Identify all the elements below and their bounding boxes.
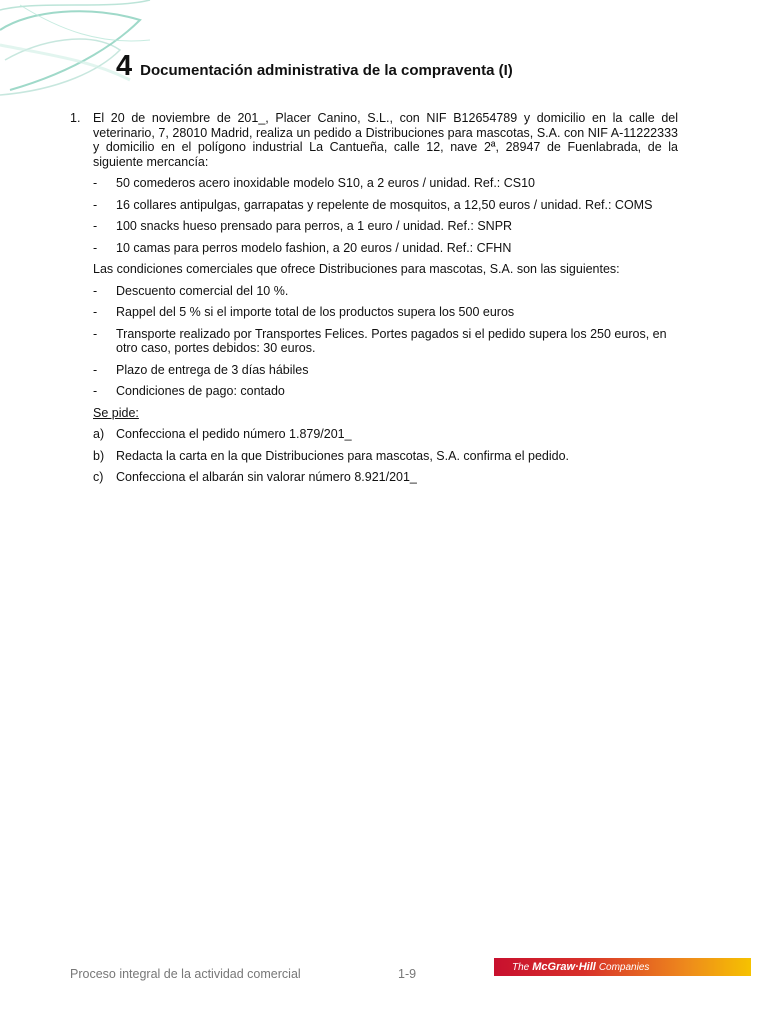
task-item: b) Redacta la carta en la que Distribuciones para mascotas, S.A. confirma el pedido. [93, 448, 570, 463]
condition-item: - Transporte realizado por Transportes Felices. Portes pagados si el pedido supera los 250 euros, en otro caso, portes debidos: 30 euros. [93, 326, 667, 355]
exercise-number: 1. [70, 111, 81, 125]
mcgraw-hill-logo: The McGraw·Hill Companies [494, 958, 751, 976]
se-pide-heading: Se pide: [93, 405, 139, 420]
condition-item: - Plazo de entrega de 3 días hábiles [93, 362, 309, 377]
exercise-content [70, 111, 678, 485]
exercise-intro [70, 111, 678, 169]
list-item: - 16 collares antipulgas, garrapatas y repelente de mosquitos, a 12,50 euros / unidad. Ref.: COMS [93, 197, 653, 212]
conditions-intro: Las condiciones comerciales que ofrece Distribuciones para mascotas, S.A. son las siguientes: [93, 262, 620, 276]
chapter-header [116, 50, 513, 83]
footer-book-title: Proceso integral de la actividad comercial [70, 967, 301, 981]
condition-item: - Descuento comercial del 10 %. [93, 283, 289, 298]
chapter-number: 4 [116, 50, 133, 82]
chapter-title: Documentación administrativa de la compraventa (I) [140, 62, 513, 79]
task-item: c) Confecciona el albarán sin valorar número 8.921/201_ [93, 470, 417, 484]
list-item: - 100 snacks hueso prensado para perros, a 1 euro / unidad. Ref.: SNPR [93, 219, 513, 233]
list-item: - 10 camas para perros modelo fashion, a 20 euros / unidad. Ref.: CFHN [93, 240, 512, 255]
list-item: - 50 comederos acero inoxidable modelo S10, a 2 euros / unidad. Ref.: CS10 [93, 176, 536, 190]
exercise-body [93, 176, 678, 485]
condition-item: - Condiciones de pago: contado [93, 384, 285, 398]
exercise-intro-text: El 20 de noviembre de 201_, Placer Canino, S.L., con NIF B12654789 y domicilio en la calle del veterinario, 7, 28010 Madrid, realiza un pedido a Distribuciones para mascotas, S.A. con NIF A-11222333 y domicilio en el polígono industrial La Cantueña, calle 12, nave 2ª, 28947 de Fuenlabrada, de la siguiente mercancía: [93, 111, 678, 169]
task-item: a) Confecciona el pedido número 1.879/201_ [93, 427, 352, 441]
footer-page-number: 1-9 [398, 967, 417, 981]
condition-item: - Rappel del 5 % si el importe total de los productos supera los 500 euros [93, 305, 515, 319]
